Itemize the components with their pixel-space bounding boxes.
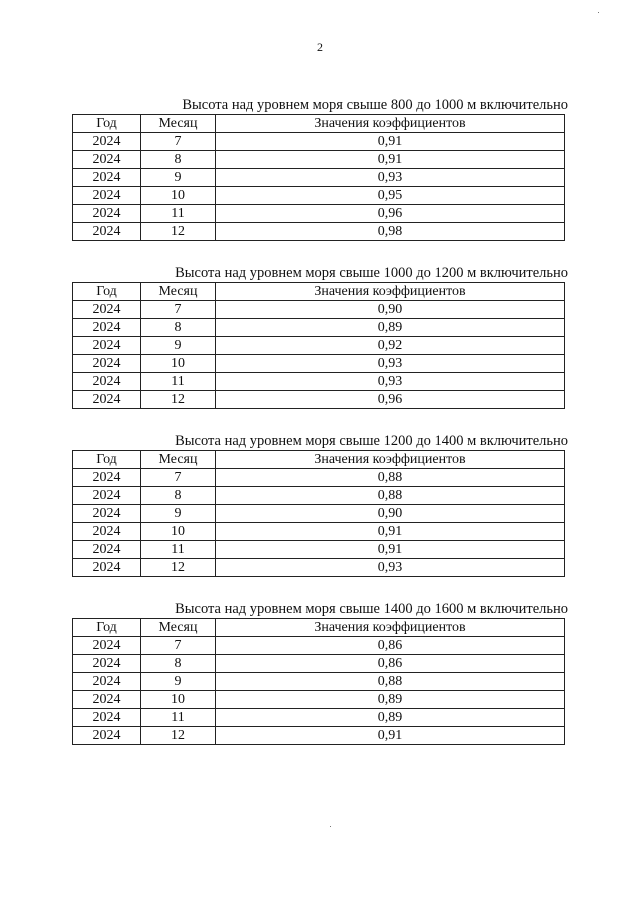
table-row <box>73 319 565 337</box>
month-cell: 12 <box>141 559 216 577</box>
year-column-header: Год <box>73 283 141 301</box>
coefficient-cell: 0,91 <box>216 541 565 559</box>
page-number: 2 <box>317 40 323 54</box>
coefficient-cell: 0,96 <box>216 391 565 409</box>
month-cell: 7 <box>141 469 216 487</box>
month-cell: 8 <box>141 487 216 505</box>
table-row <box>73 169 565 187</box>
year-cell: 2024 <box>73 391 141 409</box>
year-cell: 2024 <box>73 559 141 577</box>
month-cell: 11 <box>141 373 216 391</box>
altitude-section <box>72 264 568 409</box>
year-cell: 2024 <box>73 151 141 169</box>
year-cell: 2024 <box>73 709 141 727</box>
year-cell: 2024 <box>73 187 141 205</box>
month-column-header: Месяц <box>141 115 216 133</box>
coefficient-cell: 0,93 <box>216 355 565 373</box>
year-cell: 2024 <box>73 469 141 487</box>
year-cell: 2024 <box>73 637 141 655</box>
year-cell: 2024 <box>73 319 141 337</box>
coefficient-cell: 0,91 <box>216 133 565 151</box>
coefficient-cell: 0,91 <box>216 151 565 169</box>
table-row <box>73 355 565 373</box>
coefficient-cell: 0,93 <box>216 169 565 187</box>
coefficients-table <box>72 114 565 241</box>
year-cell: 2024 <box>73 355 141 373</box>
scan-speck <box>330 826 331 827</box>
year-cell: 2024 <box>73 373 141 391</box>
year-cell: 2024 <box>73 133 141 151</box>
table-row <box>73 487 565 505</box>
table-row <box>73 727 565 745</box>
month-cell: 9 <box>141 673 216 691</box>
year-cell: 2024 <box>73 337 141 355</box>
year-cell: 2024 <box>73 505 141 523</box>
year-cell: 2024 <box>73 673 141 691</box>
month-cell: 9 <box>141 337 216 355</box>
table-row <box>73 373 565 391</box>
month-cell: 9 <box>141 505 216 523</box>
coefficient-cell: 0,88 <box>216 487 565 505</box>
table-row <box>73 391 565 409</box>
table-row <box>73 673 565 691</box>
value-column-header: Значения коэффициентов <box>216 283 565 301</box>
month-cell: 7 <box>141 301 216 319</box>
table-header-row <box>73 115 565 133</box>
table-row <box>73 223 565 241</box>
coefficient-cell: 0,93 <box>216 373 565 391</box>
month-cell: 12 <box>141 223 216 241</box>
coefficient-cell: 0,88 <box>216 469 565 487</box>
month-cell: 8 <box>141 655 216 673</box>
coefficient-cell: 0,93 <box>216 559 565 577</box>
altitude-section <box>72 96 568 241</box>
coefficient-cell: 0,96 <box>216 205 565 223</box>
coefficient-cell: 0,86 <box>216 655 565 673</box>
coefficient-cell: 0,86 <box>216 637 565 655</box>
year-cell: 2024 <box>73 301 141 319</box>
year-cell: 2024 <box>73 541 141 559</box>
coefficient-cell: 0,89 <box>216 691 565 709</box>
year-column-header: Год <box>73 451 141 469</box>
coefficient-cell: 0,91 <box>216 727 565 745</box>
month-cell: 8 <box>141 151 216 169</box>
month-column-header: Месяц <box>141 451 216 469</box>
section-title: Высота над уровнем моря свыше 1400 до 1600 м включительно <box>175 601 568 617</box>
month-cell: 10 <box>141 691 216 709</box>
table-row <box>73 301 565 319</box>
month-column-header: Месяц <box>141 619 216 637</box>
year-column-header: Год <box>73 115 141 133</box>
table-row <box>73 337 565 355</box>
table-row <box>73 637 565 655</box>
value-column-header: Значения коэффициентов <box>216 115 565 133</box>
scan-speck <box>598 12 599 13</box>
month-cell: 12 <box>141 727 216 745</box>
table-row <box>73 523 565 541</box>
year-cell: 2024 <box>73 169 141 187</box>
altitude-section <box>72 432 568 577</box>
table-header-row <box>73 619 565 637</box>
table-row <box>73 205 565 223</box>
month-cell: 10 <box>141 187 216 205</box>
month-cell: 10 <box>141 523 216 541</box>
month-cell: 11 <box>141 709 216 727</box>
year-cell: 2024 <box>73 727 141 745</box>
coefficient-cell: 0,98 <box>216 223 565 241</box>
month-cell: 11 <box>141 205 216 223</box>
month-cell: 7 <box>141 133 216 151</box>
coefficient-cell: 0,89 <box>216 319 565 337</box>
section-title: Высота над уровнем моря свыше 800 до 1000 м включительно <box>182 97 568 113</box>
month-cell: 12 <box>141 391 216 409</box>
value-column-header: Значения коэффициентов <box>216 619 565 637</box>
table-row <box>73 151 565 169</box>
table-row <box>73 133 565 151</box>
month-cell: 9 <box>141 169 216 187</box>
coefficients-table <box>72 282 565 409</box>
table-row <box>73 655 565 673</box>
section-title: Высота над уровнем моря свыше 1000 до 1200 м включительно <box>175 265 568 281</box>
year-cell: 2024 <box>73 655 141 673</box>
year-cell: 2024 <box>73 223 141 241</box>
value-column-header: Значения коэффициентов <box>216 451 565 469</box>
month-cell: 11 <box>141 541 216 559</box>
year-cell: 2024 <box>73 523 141 541</box>
table-row <box>73 469 565 487</box>
month-cell: 8 <box>141 319 216 337</box>
coefficient-cell: 0,89 <box>216 709 565 727</box>
coefficient-cell: 0,95 <box>216 187 565 205</box>
coefficient-cell: 0,88 <box>216 673 565 691</box>
table-row <box>73 559 565 577</box>
table-row <box>73 691 565 709</box>
table-row <box>73 709 565 727</box>
year-column-header: Год <box>73 619 141 637</box>
coefficients-table <box>72 450 565 577</box>
table-row <box>73 541 565 559</box>
section-title: Высота над уровнем моря свыше 1200 до 1400 м включительно <box>175 433 568 449</box>
altitude-section <box>72 600 568 745</box>
table-header-row <box>73 283 565 301</box>
year-cell: 2024 <box>73 487 141 505</box>
coefficients-table <box>72 618 565 745</box>
month-cell: 10 <box>141 355 216 373</box>
coefficient-cell: 0,90 <box>216 505 565 523</box>
month-cell: 7 <box>141 637 216 655</box>
coefficient-cell: 0,92 <box>216 337 565 355</box>
table-row <box>73 505 565 523</box>
year-cell: 2024 <box>73 205 141 223</box>
month-column-header: Месяц <box>141 283 216 301</box>
coefficient-cell: 0,90 <box>216 301 565 319</box>
table-row <box>73 187 565 205</box>
coefficient-cell: 0,91 <box>216 523 565 541</box>
year-cell: 2024 <box>73 691 141 709</box>
table-header-row <box>73 451 565 469</box>
